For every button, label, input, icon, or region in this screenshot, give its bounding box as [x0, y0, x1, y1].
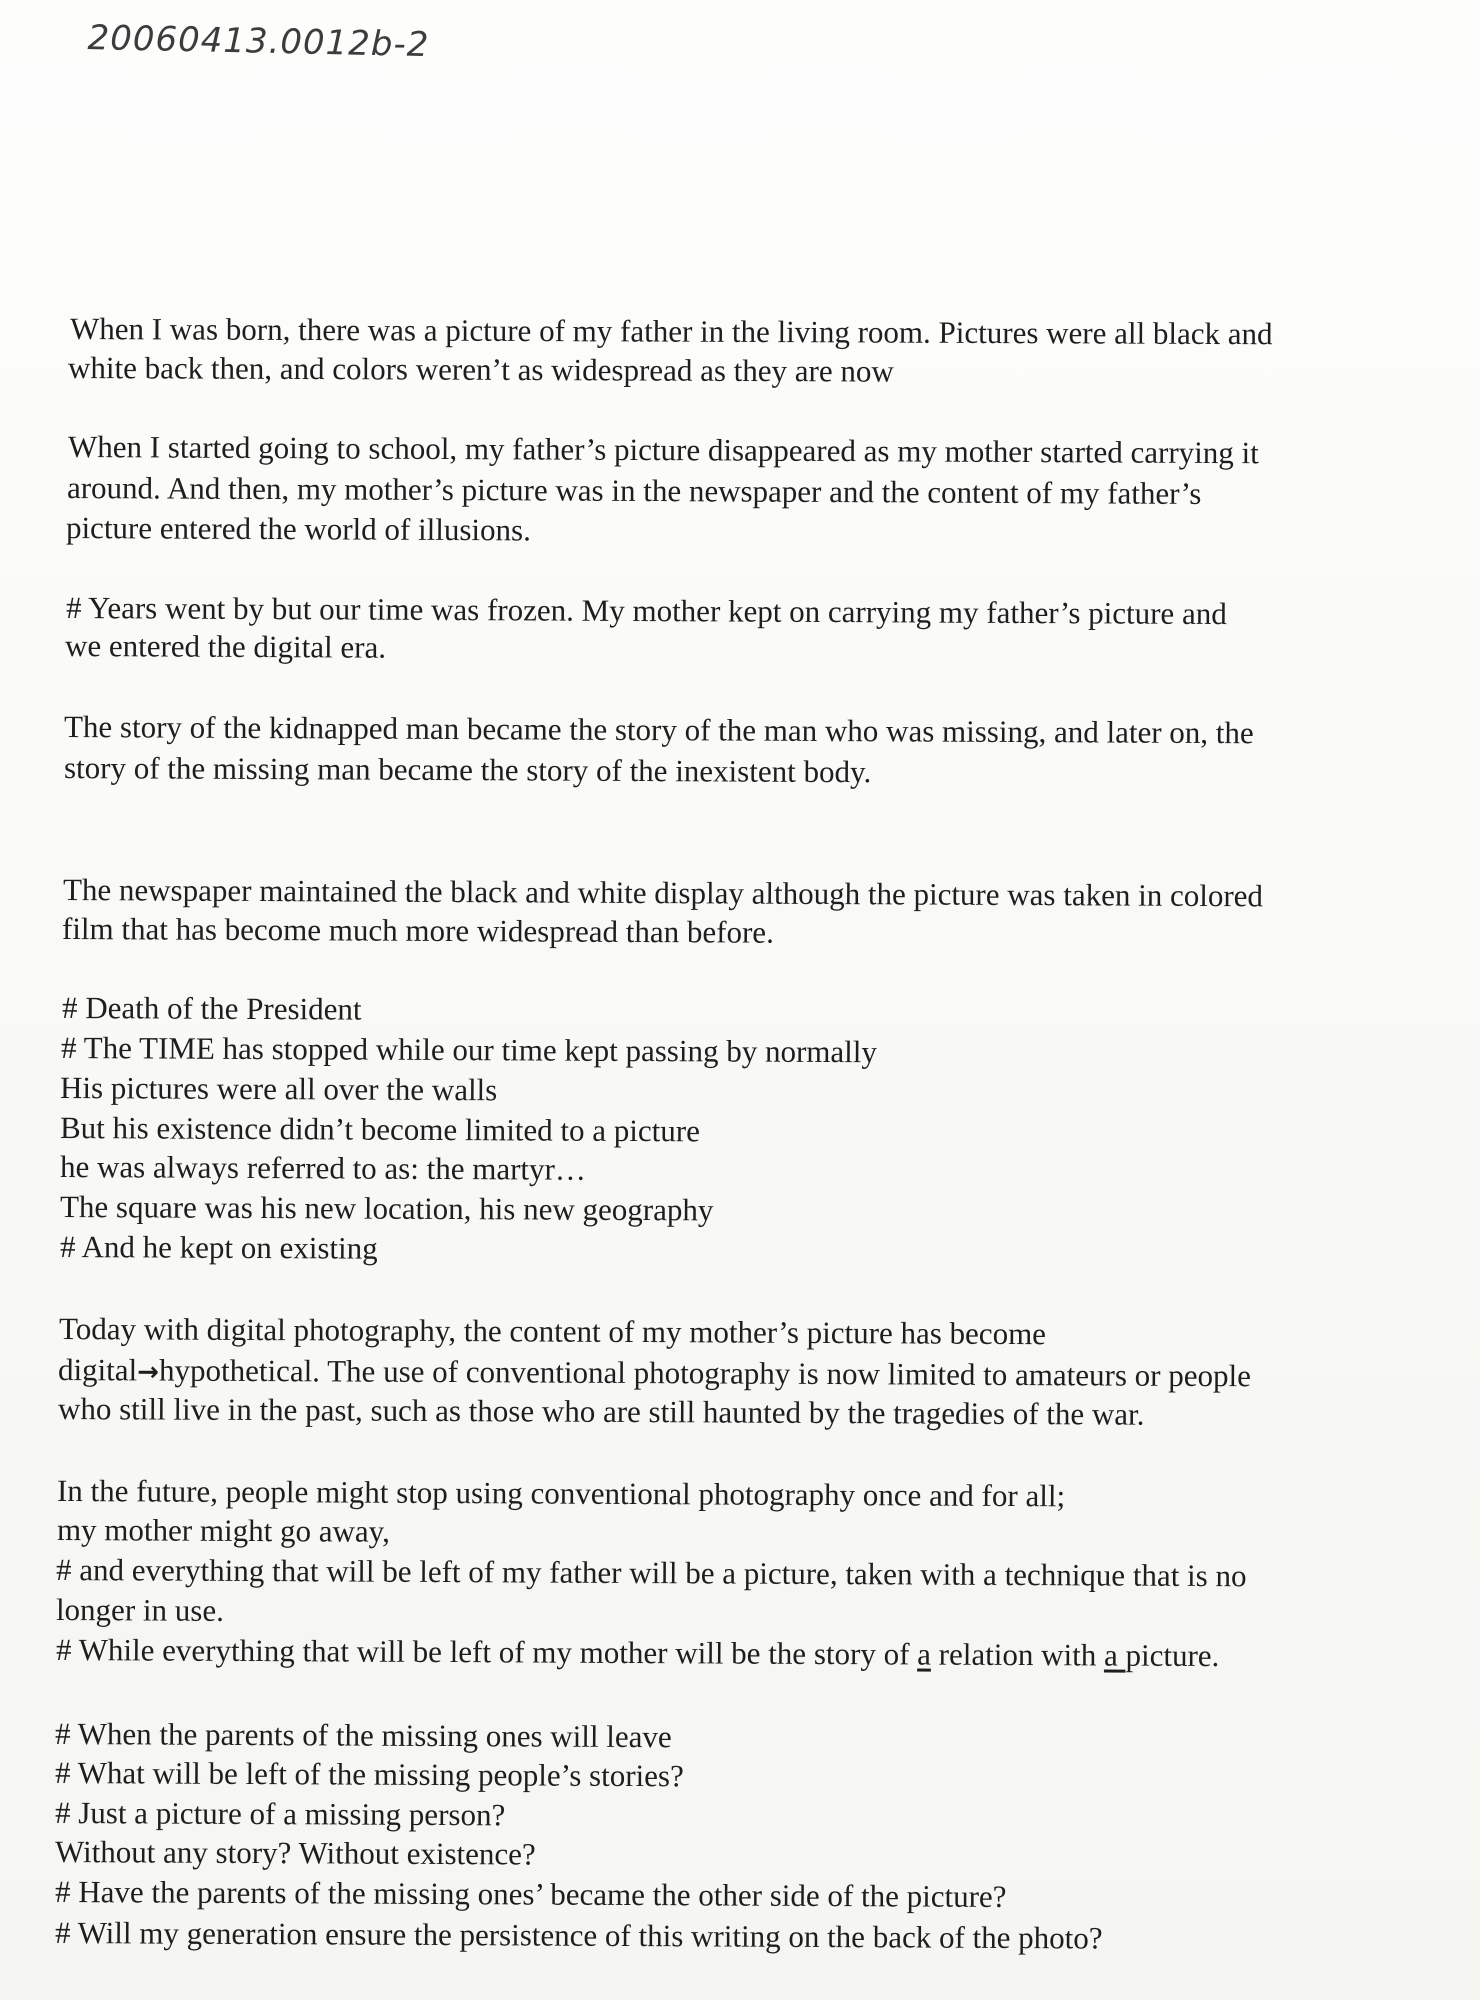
- paragraph-9-line-1: # When the parents of the missing ones will leave: [54, 1716, 672, 1755]
- paragraph-4-line-2: story of the missing man became the story of the inexistent body.: [63, 750, 872, 790]
- paragraph-8-line-4: longer in use.: [55, 1592, 224, 1628]
- paragraph-6-line-7: # And he kept on existing: [59, 1229, 378, 1266]
- paragraph-7-line-1: Today with digital photography, the content of my mother’s picture has become: [58, 1311, 1047, 1352]
- paragraph-8-last-text-a: # While everything that will be left of my mother will be the story of: [55, 1632, 918, 1672]
- paragraph-2-line-1: When I started going to school, my father’s picture disappeared as my mother started carrying it: [67, 429, 1259, 471]
- paragraph-6-line-3: His pictures were all over the walls: [59, 1070, 498, 1108]
- paragraph-8-line-1: In the future, people might stop using conventional photography once and for all;: [56, 1473, 1066, 1514]
- paragraph-1-line-1: When I was born, there was a picture of my father in the living room. Pictures were all black and: [69, 311, 1273, 352]
- paragraph-6-line-1: # Death of the President: [61, 990, 362, 1027]
- paragraph-1-line-2: white back then, and colors weren’t as widespread as they are now: [67, 350, 894, 389]
- underlined-article-2: a: [1103, 1637, 1126, 1673]
- paragraph-6-line-4: But his existence didn’t become limited to a picture: [59, 1110, 701, 1149]
- paragraph-5-line-1: The newspaper maintained the black and white display although the picture was taken in colored: [62, 872, 1264, 914]
- paragraph-2-line-2: around. And then, my mother’s picture was in the newspaper and the content of my father’s: [66, 470, 1202, 511]
- paragraph-8-last-text-c: picture.: [1125, 1637, 1220, 1674]
- paragraph-6-line-5: he was always referred to as: the martyr…: [59, 1149, 587, 1187]
- paragraph-8-line-2: my mother might go away,: [56, 1512, 390, 1549]
- paragraph-9-line-4: Without any story? Without existence?: [54, 1834, 536, 1872]
- paragraph-8-last-text-b: relation with: [930, 1636, 1105, 1673]
- paragraph-6-line-6: The square was his new location, his new geography: [59, 1189, 714, 1228]
- handwritten-reference-number: 20060413.0012b-2: [87, 18, 430, 66]
- paragraph-8-line-3: # and everything that will be left of my father will be a picture, taken with a technique that is no: [55, 1552, 1247, 1594]
- right-arrow-icon: →: [137, 1357, 160, 1388]
- paragraph-9-line-6: # Will my generation ensure the persistence of this writing on the back of the photo?: [54, 1915, 1103, 1956]
- paragraph-9-line-5: # Have the parents of the missing ones’ became the other side of the picture?: [54, 1874, 1007, 1914]
- paragraph-2-line-3: picture entered the world of illusions.: [65, 510, 531, 548]
- paragraph-9-line-2: # What will be left of the missing people’s stories?: [54, 1755, 684, 1794]
- paragraph-9-line-3: # Just a picture of a missing person?: [54, 1795, 506, 1833]
- paragraph-8-line-5: [55, 1632, 1220, 1674]
- paragraph-4-line-1: The story of the kidnapped man became the story of the man who was missing, and later on, the: [63, 709, 1254, 751]
- paragraph-7-line-2: [57, 1352, 1252, 1394]
- paragraph-7-line-3: who still live in the past, such as those who are still haunted by the tragedies of the war.: [57, 1391, 1145, 1432]
- paragraph-7-digital: digital: [57, 1352, 138, 1388]
- paragraph-7-hypothetical: hypothetical. The use of conventional photography is now limited to amateurs or people: [158, 1352, 1252, 1394]
- paragraph-3-line-1: # Years went by but our time was frozen. My mother kept on carrying my father’s picture and: [65, 590, 1227, 632]
- paragraph-5-line-2: film that has become much more widespread than before.: [61, 911, 774, 950]
- paragraph-3-line-2: we entered the digital era.: [64, 628, 387, 665]
- underlined-article-1: a: [917, 1636, 932, 1672]
- paragraph-6-line-2: # The TIME has stopped while our time kept passing by normally: [60, 1030, 878, 1070]
